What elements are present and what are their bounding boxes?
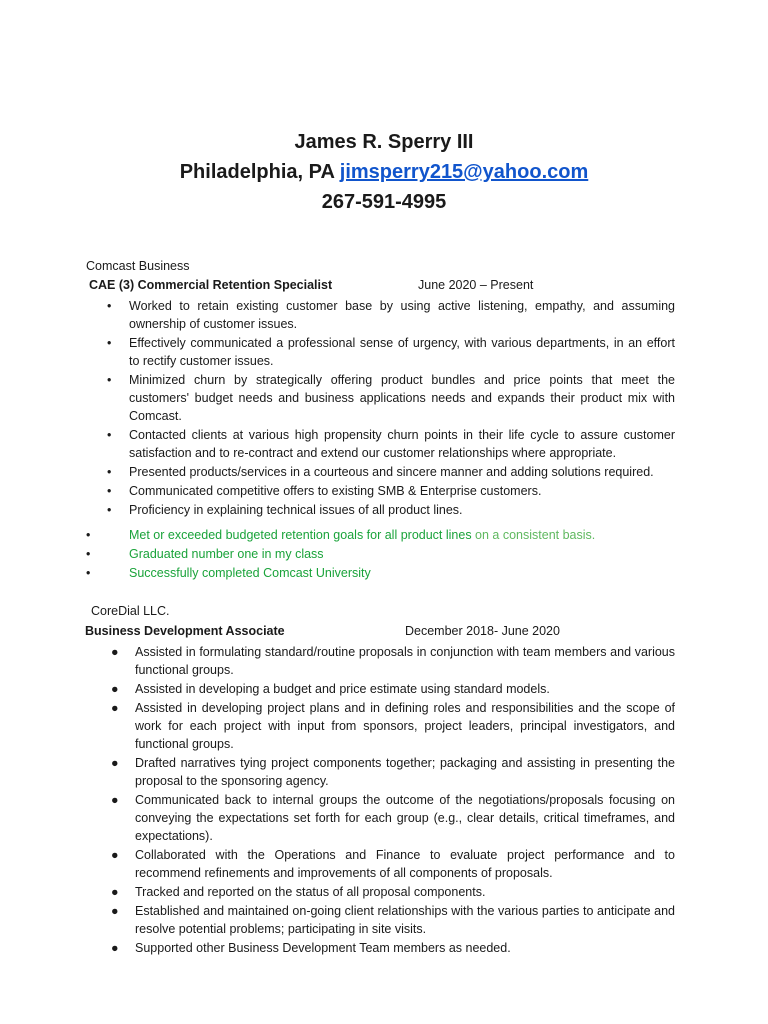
list-item: ● Tracked and reported on the status of all proposal components. — [111, 885, 486, 899]
highlight-retention: Met or exceeded budgeted retention goals for all product lines on a consistent basis. — [129, 528, 596, 542]
job2-title: Business Development Associate — [85, 624, 285, 638]
location: Philadelphia, PA — [179, 161, 335, 183]
job1-company: Comcast Business — [86, 259, 190, 273]
list-item: ● Communicated back to internal groups the outcome of the negotiations/proposals focusing on conveying the expectations set forth for each group (e.g., clear details, critical timeframes, and expectations). — [111, 793, 675, 843]
job1-bullets — [107, 297, 675, 520]
email-link[interactable]: jimsperry215@yahoo.com — [339, 161, 589, 183]
list-item: ● Collaborated with the Operations and Finance to evaluate project performance and to recommend refinements and improvements of all components of proposals. — [111, 848, 675, 880]
job2-dates: December 2018- June 2020 — [405, 624, 560, 638]
job1-dates: June 2020 – Present — [418, 278, 534, 292]
location-email-line — [0, 161, 768, 184]
job1-title: CAE (3) Commercial Retention Specialist — [89, 278, 333, 292]
list-item: • Effectively communicated a professional sense of urgency, with various departments, in an effort to rectify customer issues. — [107, 336, 675, 368]
list-item: ● Assisted in developing project plans and in defining roles and responsibilities and the scope of work for each project with input from sponsors, project leaders, principal investigators, and functional groups. — [111, 701, 675, 751]
list-item: ● Established and maintained on-going client relationships with the various parties to anticipate and resolve potential problems; participating in site visits. — [111, 904, 675, 936]
job2-company: CoreDial LLC. — [91, 604, 170, 618]
list-item: • Communicated competitive offers to existing SMB & Enterprise customers. — [107, 484, 542, 498]
phone: 267-591-4995 — [321, 191, 447, 213]
list-item: • Proficiency in explaining technical issues of all product lines. — [107, 503, 463, 517]
job2-bullets — [111, 643, 675, 958]
resume-name: James R. Sperry III — [294, 131, 474, 153]
list-item: • Minimized churn by strategically offering product bundles and price points that meet the customers' budget needs and business applications needs and expands their product mix with Comcast. — [107, 373, 675, 423]
list-item: ● Assisted in developing a budget and price estimate using standard models. — [111, 682, 550, 696]
highlight-university: Successfully completed Comcast University — [129, 566, 371, 580]
highlight-graduated: Graduated number one in my class — [129, 547, 324, 561]
highlight-bullet: • — [86, 528, 91, 542]
list-item: ● Drafted narratives tying project components together; packaging and assisting in presenting the proposal to the sponsoring agency. — [111, 756, 675, 788]
list-item: • Presented products/services in a courteous and sincere manner and adding solutions required. — [107, 465, 654, 479]
list-item: ● Supported other Business Development Team members as needed. — [111, 941, 511, 955]
list-item: • Worked to retain existing customer base by using active listening, empathy, and assuming ownership of customer issues. — [107, 299, 675, 331]
list-item: ● Assisted in formulating standard/routine proposals in conjunction with team members and various functional groups. — [111, 645, 675, 677]
list-item: • Contacted clients at various high propensity churn points in their life cycle to assure customer satisfaction and to re-contract and extend our customer relationships where appropriate. — [107, 428, 675, 460]
highlight-bullet: • — [86, 566, 91, 580]
highlight-bullet: • — [86, 547, 91, 561]
